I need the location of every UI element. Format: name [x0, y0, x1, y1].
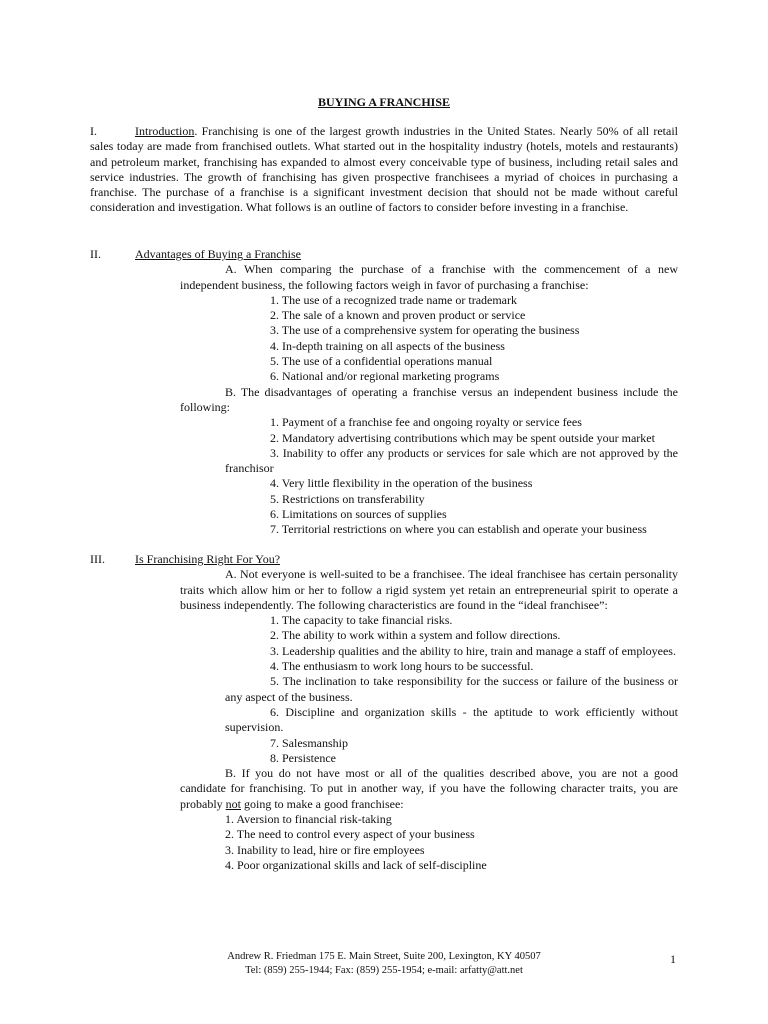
- list-item: 6. National and/or regional marketing programs: [270, 369, 500, 384]
- list-item: 3. Inability to lead, hire or fire employees: [225, 842, 425, 857]
- list-item: 3. Leadership qualities and the ability to hire, train and manage a staff of employees.: [270, 643, 676, 658]
- list-item: 2. Mandatory advertising contributions which may be spent outside your market: [270, 430, 655, 445]
- advantages-list-a: [270, 293, 678, 385]
- list-item: 1. The use of a recognized trade name or trademark: [270, 292, 517, 307]
- list-item: 6. Limitations on sources of supplies: [270, 507, 447, 522]
- section-heading: Is Franchising Right For You?: [135, 552, 281, 566]
- list-item: 4. Very little flexibility in the operation of the business: [270, 476, 533, 491]
- list-item: 5. The use of a confidential operations manual: [270, 354, 493, 369]
- advantages-body: [90, 247, 678, 538]
- list-item: 3. The use of a comprehensive system for operating the business: [270, 323, 580, 338]
- footer-address: Andrew R. Friedman 175 E. Main Street, Suite 200, Lexington, KY 40507: [227, 951, 541, 962]
- section-heading: Advantages of Buying a Franchise: [135, 247, 301, 261]
- list-item: 8. Persistence: [270, 750, 336, 765]
- list-item: 2. The ability to work within a system and follow directions.: [270, 628, 561, 643]
- advantages-paragraph-a: A. When comparing the purchase of a franchise with the commencement of a new independent business, the following factors weigh in favor of purchasing a franchise:: [180, 262, 678, 292]
- advantages-list-b: [90, 415, 678, 537]
- list-item: 1. The capacity to take financial risks.: [270, 613, 453, 628]
- list-item: 7. Territorial restrictions on where you can establish and operate your business: [270, 522, 647, 537]
- right-for-you-body: [90, 552, 678, 873]
- right-for-you-list-b: [225, 812, 678, 873]
- section-advantages: [90, 247, 678, 538]
- list-item: 5. The inclination to take responsibility for the success or failure of the business or any aspect of the business.: [225, 674, 678, 704]
- right-for-you-paragraph-b: [180, 766, 678, 812]
- list-item: 7. Salesmanship: [270, 735, 348, 750]
- paragraph-b-text: B. If you do not have most or all of the qualities described above, you are not a good candidate for franchising. To put in another way, if you have the following character traits, you are probably: [180, 766, 678, 811]
- list-item: 5. Restrictions on transferability: [270, 491, 425, 506]
- list-item: 3. Inability to offer any products or services for sale which are not approved by the franchisor: [225, 445, 678, 476]
- footer-contact: Tel: (859) 255-1944; Fax: (859) 255-1954; e-mail: arfatty@att.net: [245, 964, 523, 976]
- section-numeral: I.: [90, 124, 97, 138]
- advantages-paragraph-b: B. The disadvantages of operating a franchise versus an independent business include the following:: [180, 384, 678, 414]
- section-numeral: III.: [90, 552, 105, 566]
- document-title: BUYING A FRANCHISE: [317, 95, 451, 109]
- introduction-paragraph: [90, 124, 678, 216]
- introduction-body: . Franchising is one of the largest growth industries in the United States. Nearly 50% of all retail sales today are made from franchised outlets. What started out in the hospitality industry (hotels, motels and restaurants) and petroleum market, franchising has expanded to almost every conceivable type of business, including retail sales and service industries. The growth of franchising has given prospective franchisees a myriad of choices in purchasing a franchise. The purchase of a franchise is a significant investment decision that should not be made without careful consideration and investigation. What follows is an outline of factors to consider before investing in a franchise.: [90, 124, 678, 215]
- section-introduction: [90, 124, 678, 216]
- paragraph-b-text-end: going to make a good franchisee:: [241, 796, 404, 811]
- page-number: 1: [670, 952, 676, 966]
- list-item: 6. Discipline and organization skills - the aptitude to work efficiently without supervision.: [225, 704, 678, 735]
- list-item: 4. In-depth training on all aspects of the business: [270, 338, 505, 353]
- right-for-you-paragraph-a: A. Not everyone is well-suited to be a franchisee. The ideal franchisee has certain personality traits which allow him or her to follow a rigid system yet retain an entrepreneurial spirit to operate a business independently. The following characteristics are found in the “ideal franchisee”:: [180, 567, 678, 612]
- introduction-heading: Introduction: [135, 124, 195, 138]
- list-item: 4. The enthusiasm to work long hours to be successful.: [270, 659, 534, 674]
- list-item: 2. The sale of a known and proven product or service: [270, 308, 526, 323]
- list-item: 1. Payment of a franchise fee and ongoing royalty or service fees: [270, 415, 582, 430]
- page-footer: [0, 950, 768, 977]
- right-for-you-list-a: [90, 613, 678, 766]
- section-numeral: II.: [90, 247, 101, 261]
- list-item: 1. Aversion to financial risk-taking: [225, 812, 392, 827]
- section-right-for-you: [90, 552, 678, 873]
- list-item: 4. Poor organizational skills and lack of self-discipline: [225, 857, 487, 872]
- list-item: 2. The need to control every aspect of your business: [225, 827, 475, 842]
- emphasis-not: not: [225, 796, 241, 811]
